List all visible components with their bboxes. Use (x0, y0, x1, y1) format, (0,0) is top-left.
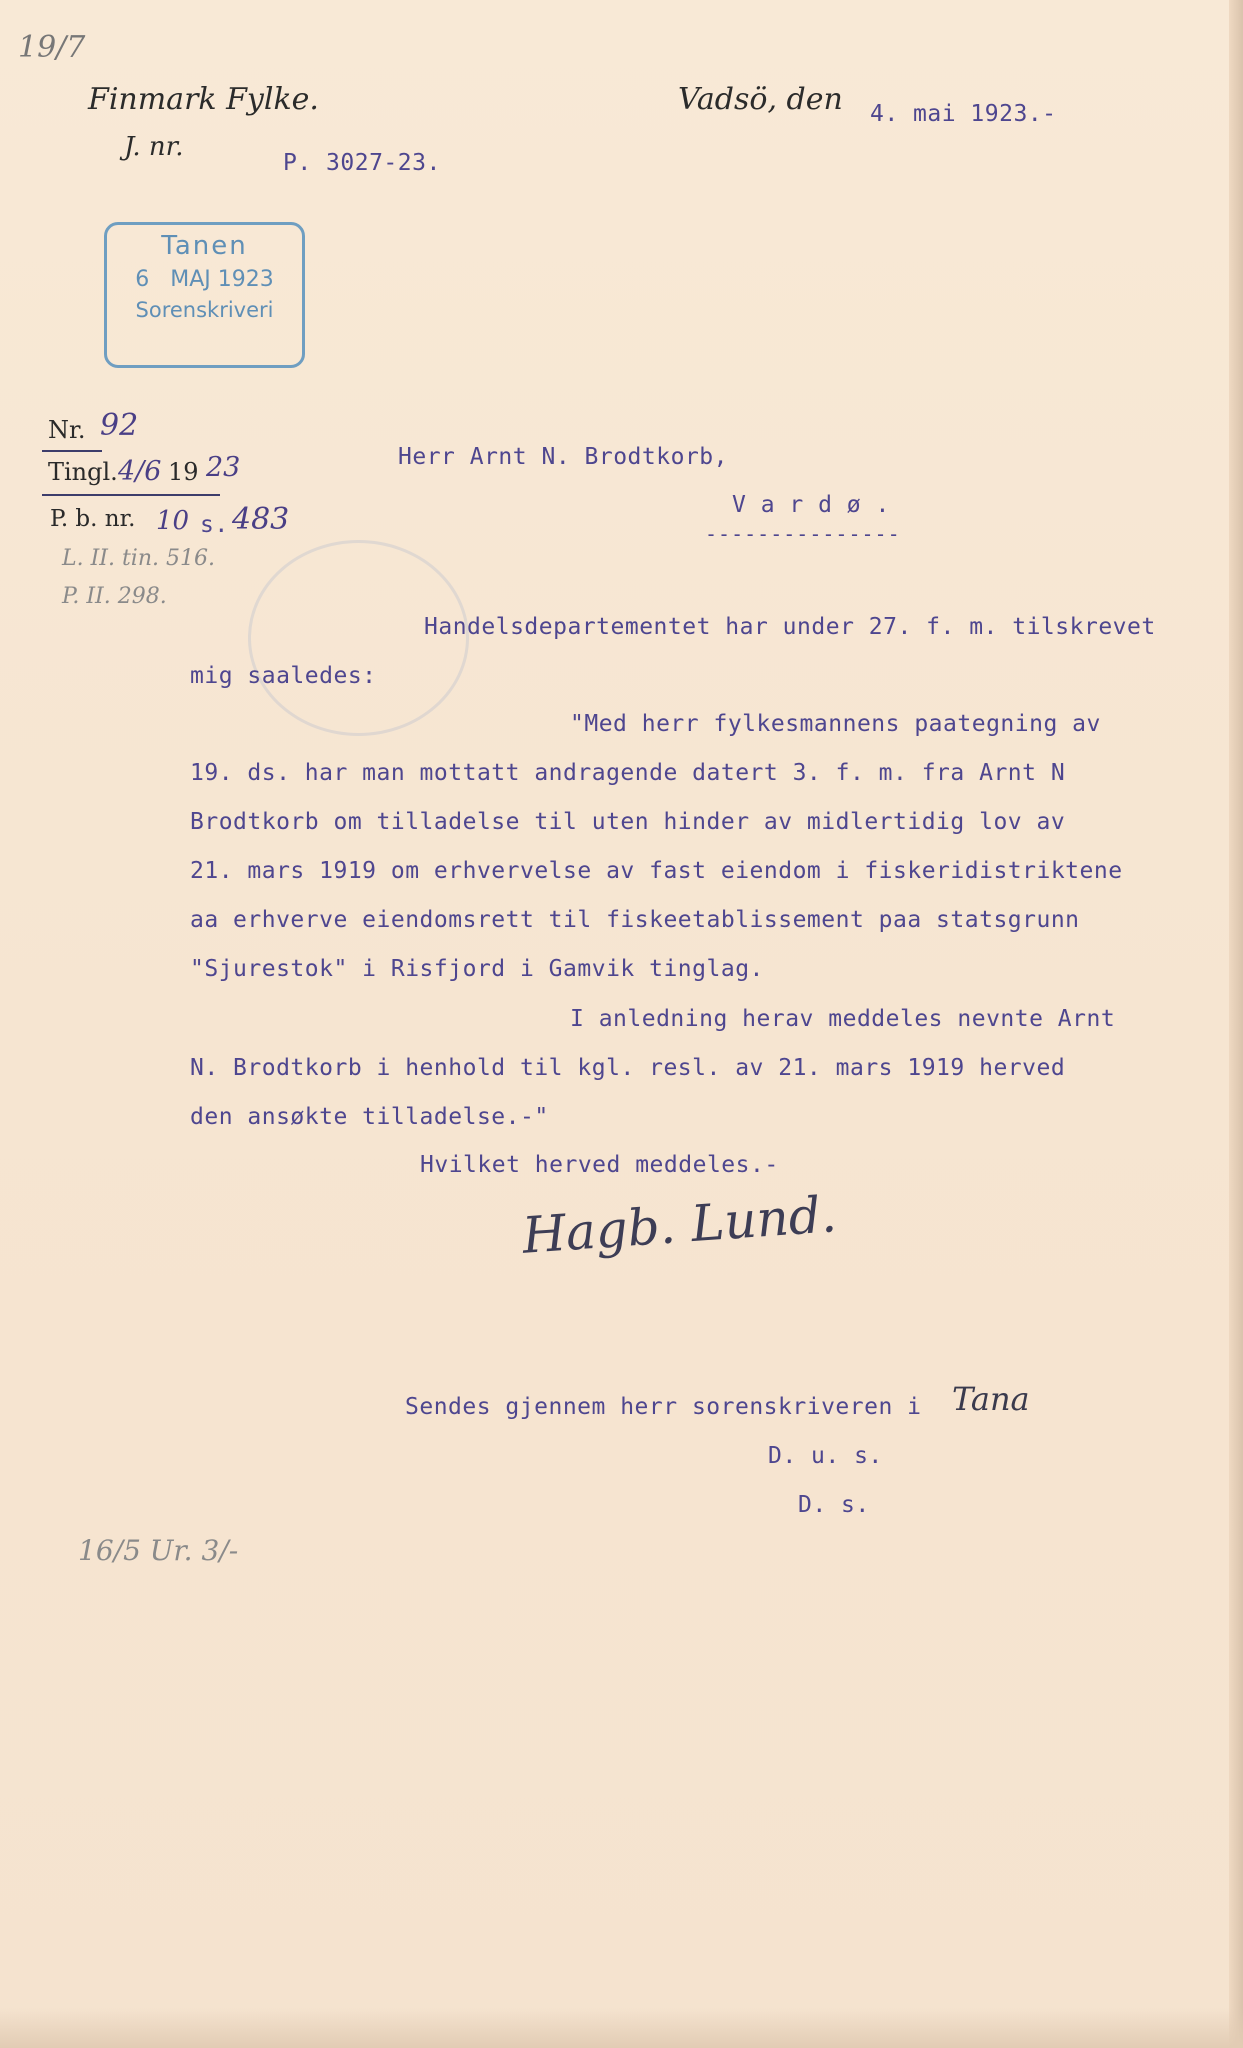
court-receipt-stamp (104, 222, 305, 368)
quote-line-3: Brodtkorb om tilladelse til uten hinder av midlertidig lov av (190, 809, 1066, 835)
signature: Hagb. Lund. (520, 1185, 839, 1265)
corner-pencil-note: 19/7 (18, 30, 86, 65)
registry-s-value: 483 (232, 502, 290, 537)
closing-ds: D. s. (798, 1492, 870, 1518)
registry-pencil-note-2: P. II. 298. (62, 584, 167, 609)
office-heading: Finmark Fylke. (88, 82, 319, 117)
registry-rule-1 (42, 450, 102, 452)
stamp-date (107, 267, 302, 292)
body-intro-line-1: Handelsdepartementet har under 27. f. m. tilskrevet (424, 614, 1156, 640)
registry-nr-value: 92 (100, 408, 139, 443)
registry-rule-2 (42, 494, 220, 496)
journal-label: J. nr. (124, 132, 184, 162)
paragraph2-line-1: I anledning herav meddeles nevnte Arnt (570, 1006, 1116, 1032)
stamp-month-year: MAJ 1923 (170, 267, 274, 292)
registry-pencil-note-1: L. II. tin. 516. (62, 546, 215, 571)
letter-date: 4. mai 1923.- (870, 101, 1057, 127)
quote-line-4: 21. mars 1919 om erhvervelse av fast eiendom i fiskeridistriktene (190, 858, 1123, 884)
closing-line: Hvilket herved meddeles.- (420, 1152, 779, 1178)
paragraph2-line-2: N. Brodtkorb i henhold til kgl. resl. av 21. mars 1919 herved (190, 1055, 1066, 1081)
stamp-place: Tanen (161, 231, 248, 261)
registry-tingl-date: 4/6 (118, 456, 162, 487)
closing-dus: D. u. s. (768, 1443, 883, 1469)
place-date-label: Vadsö, den (678, 82, 843, 117)
registry-tingl-year: 19 (168, 458, 199, 486)
forward-destination-handwritten: Tana (952, 1380, 1030, 1418)
paper-edge-right (1229, 0, 1243, 2048)
quote-line-2: 19. ds. har man mottatt andragende datert 3. f. m. fra Arnt N (190, 760, 1066, 786)
addressee-underline: --------------- (705, 522, 901, 546)
stamp-office: Sorenskriveri (135, 298, 274, 322)
quote-line-6: "Sjurestok" i Risfjord i Gamvik tinglag. (190, 956, 764, 982)
registry-nr-label: Nr. (48, 416, 86, 444)
addressee-city: V a r d ø . (732, 492, 890, 518)
registry-s-label: s. (200, 512, 229, 538)
journal-number: P. 3027-23. (283, 150, 441, 176)
registry-pb-value: 10 (156, 506, 190, 536)
addressee-name: Herr Arnt N. Brodtkorb, (398, 444, 728, 470)
footer-pencil-note: 16/5 Ur. 3/- (78, 1534, 239, 1567)
registry-pb-label: P. b. nr. (50, 506, 136, 532)
forward-line: Sendes gjennem herr sorenskriveren i (405, 1394, 922, 1420)
paper-edge-bottom (0, 2008, 1243, 2048)
registry-tingl-label: Tingl. (48, 458, 118, 486)
quote-line-5: aa erhverve eiendomsrett til fiskeetablissement paa statsgrunn (190, 907, 1080, 933)
registry-tingl-year-hand: 23 (206, 452, 241, 483)
stamp-day: 6 (135, 267, 150, 292)
body-intro-line-2: mig saaledes: (190, 663, 377, 689)
paragraph2-line-3: den ansøkte tilladelse.-" (190, 1104, 549, 1130)
quote-line-1: "Med herr fylkesmannens paategning av (570, 711, 1101, 737)
